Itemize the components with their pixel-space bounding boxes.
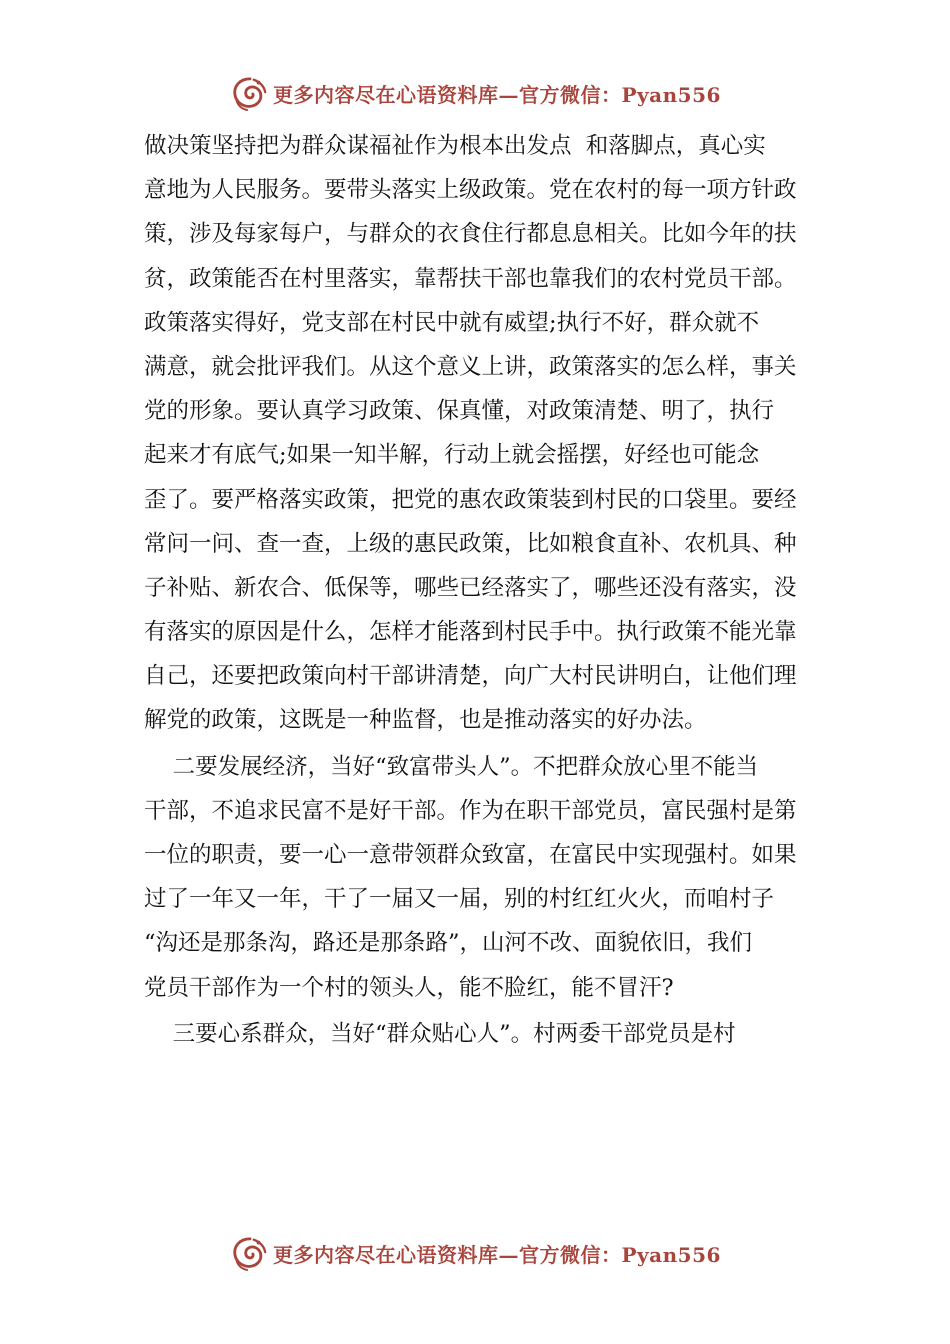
text-line: 做决策坚持把为群众谋福祉作为根本出发点 和落脚点，真心实 xyxy=(144,133,766,159)
paragraph-3 xyxy=(144,1012,824,1056)
text-line: 三要心系群众，当好“群众贴心人”。村两委干部党员是村 xyxy=(144,1020,736,1047)
swirl-logo-icon xyxy=(231,75,269,111)
text-line: 二要发展经济，当好“致富带头人”。不把群众放心里不能当 xyxy=(144,753,759,780)
text-line: 一位的职责，要一心一意带领群众致富，在富民中实现强村。如果 xyxy=(144,842,797,868)
text-line: 政策落实得好，党支部在村民中就有威望;执行不好，群众就不 xyxy=(144,309,760,336)
text-line: 起来才有底气;如果一知半解，行动上就会摇摆，好经也可能念 xyxy=(144,442,760,469)
header-watermark xyxy=(231,73,721,113)
swirl-logo-icon xyxy=(231,1235,269,1271)
text-line: 子补贴、新农合、低保等，哪些已经落实了，哪些还没有落实，没 xyxy=(144,574,797,601)
text-line: “沟还是那条沟，路还是那条路”，山河不改、面貌依旧，我们 xyxy=(144,930,753,957)
text-line: 策，涉及每家每户，与群众的衣食住行都息息相关。比如今年的扶 xyxy=(144,221,797,248)
text-line: 满意，就会批评我们。从这个意义上讲，政策落实的怎么样，事关 xyxy=(144,353,797,380)
watermark-text: 更多内容尽在心语资料库—官方微信：Pyan556 xyxy=(273,82,721,107)
text-line: 干部，不追求民富不是好干部。作为在职干部党员，富民强村是第 xyxy=(144,797,797,824)
text-line: 党的形象。要认真学习政策、保真懂，对政策清楚、明了，执行 xyxy=(144,398,775,425)
text-line: 贫，政策能否在村里落实，靠帮扶干部也靠我们的农村党员干部。 xyxy=(144,265,797,292)
text-line: 有落实的原因是什么，怎样才能落到村民手中。执行政策不能光靠 xyxy=(144,619,797,646)
text-line: 意地为人民服务。要带头落实上级政策。党在农村的每一项方针政 xyxy=(144,177,797,204)
text-line: 歪了。要严格落实政策，把党的惠农政策装到村民的口袋里。要经 xyxy=(144,486,797,513)
watermark-text: 更多内容尽在心语资料库—官方微信：Pyan556 xyxy=(273,1242,721,1267)
text-line: 自己，还要把政策向村干部讲清楚，向广大村民讲明白，让他们理 xyxy=(144,663,797,690)
text-line: 党员干部作为一个村的领头人，能不脸红，能不冒汗? xyxy=(144,974,674,1001)
body-text xyxy=(144,124,824,1056)
text-line: 常问一问、查一查，上级的惠民政策，比如粮食直补、农机具、种 xyxy=(144,530,797,557)
text-line: 解党的政策，这既是一种监督，也是推动落实的好办法。 xyxy=(144,707,707,734)
text-line: 过了一年又一年，干了一届又一届，别的村红红火火，而咱村子 xyxy=(144,886,775,913)
paragraph-1 xyxy=(144,124,824,743)
footer-watermark xyxy=(231,1233,721,1273)
paragraph-2 xyxy=(144,745,824,1010)
